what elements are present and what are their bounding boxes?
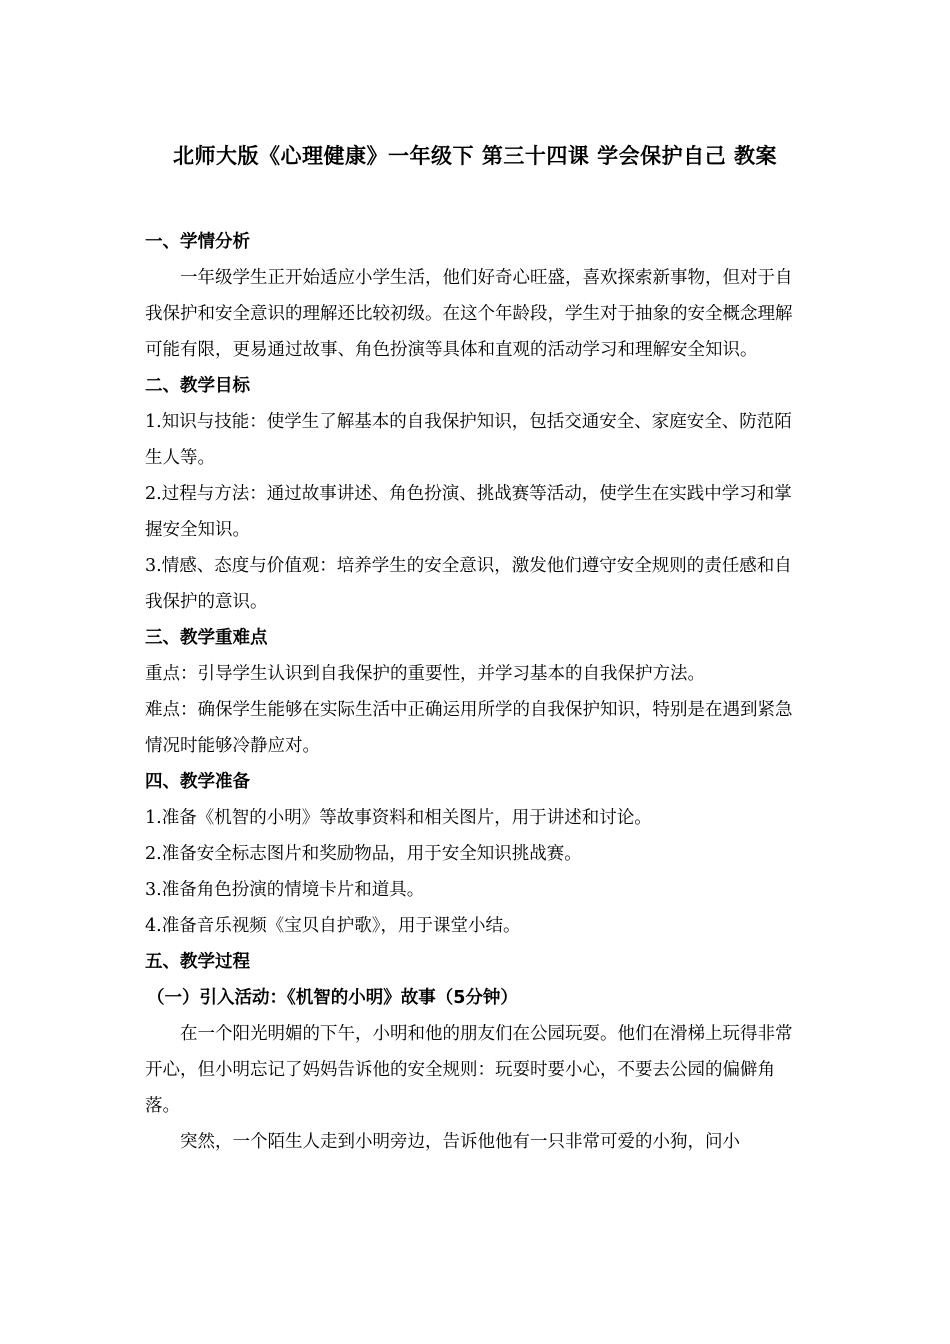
section-heading-teaching-process: 五、教学过程 [145,952,250,972]
preparation-item: 2.准备安全标志图片和奖励物品，用于安全知识挑战赛。 [145,844,582,864]
section-heading-preparation: 四、教学准备 [145,772,250,792]
teaching-goal-item: 2.过程与方法：通过故事讲述、角色扮演、挑战赛等活动，使学生在实践中学习和掌握安全知识。 [145,484,792,540]
subsection-heading-intro-activity: （一）引入活动：《机智的小明》故事（5分钟） [147,988,518,1008]
document-body [145,224,807,1160]
difficult-point-text: 难点：确保学生能够在实际生活中正确运用所学的自我保护知识，特别是在遇到紧急情况时能够冷静应对。 [145,700,793,756]
teaching-goal-item: 1.知识与技能：使学生了解基本的自我保护知识，包括交通安全、家庭安全、防范陌生人等。 [145,412,792,468]
teaching-goal-item: 3.情感、态度与价值观：培养学生的安全意识，激发他们遵守安全规则的责任感和自我保护的意识。 [145,556,792,612]
document-title: 北师大版《心理健康》一年级下 第三十四课 学会保护自己 教案 [173,144,777,168]
learning-analysis-paragraph: 一年级学生正开始适应小学生活，他们好奇心旺盛，喜欢探索新事物，但对于自我保护和安全意识的理解还比较初级。在这个年龄段，学生对于抽象的安全概念理解可能有限，更易通过故事、角色扮演等具体和直观的活动学习和理解安全知识。 [145,268,793,360]
story-paragraph: 突然，一个陌生人走到小明旁边，告诉他他有一只非常可爱的小狗，问小 [180,1132,740,1152]
section-heading-key-points: 三、教学重难点 [145,628,268,648]
preparation-item: 3.准备角色扮演的情境卡片和道具。 [145,880,425,900]
key-point-text: 重点：引导学生认识到自我保护的重要性，并学习基本的自我保护方法。 [145,664,705,684]
section-heading-teaching-goals: 二、教学目标 [145,376,250,396]
preparation-item: 4.准备音乐视频《宝贝自护歌》，用于课堂小结。 [145,916,521,936]
story-paragraph: 在一个阳光明媚的下午，小明和他的朋友们在公园玩耍。他们在滑梯上玩得非常开心，但小明忘记了妈妈告诉他的安全规则：玩耍时要小心，不要去公园的偏僻角落。 [145,1024,793,1116]
preparation-item: 1.准备《机智的小明》等故事资料和相关图片，用于讲述和讨论。 [145,808,652,828]
section-heading-learning-analysis: 一、学情分析 [145,232,250,252]
